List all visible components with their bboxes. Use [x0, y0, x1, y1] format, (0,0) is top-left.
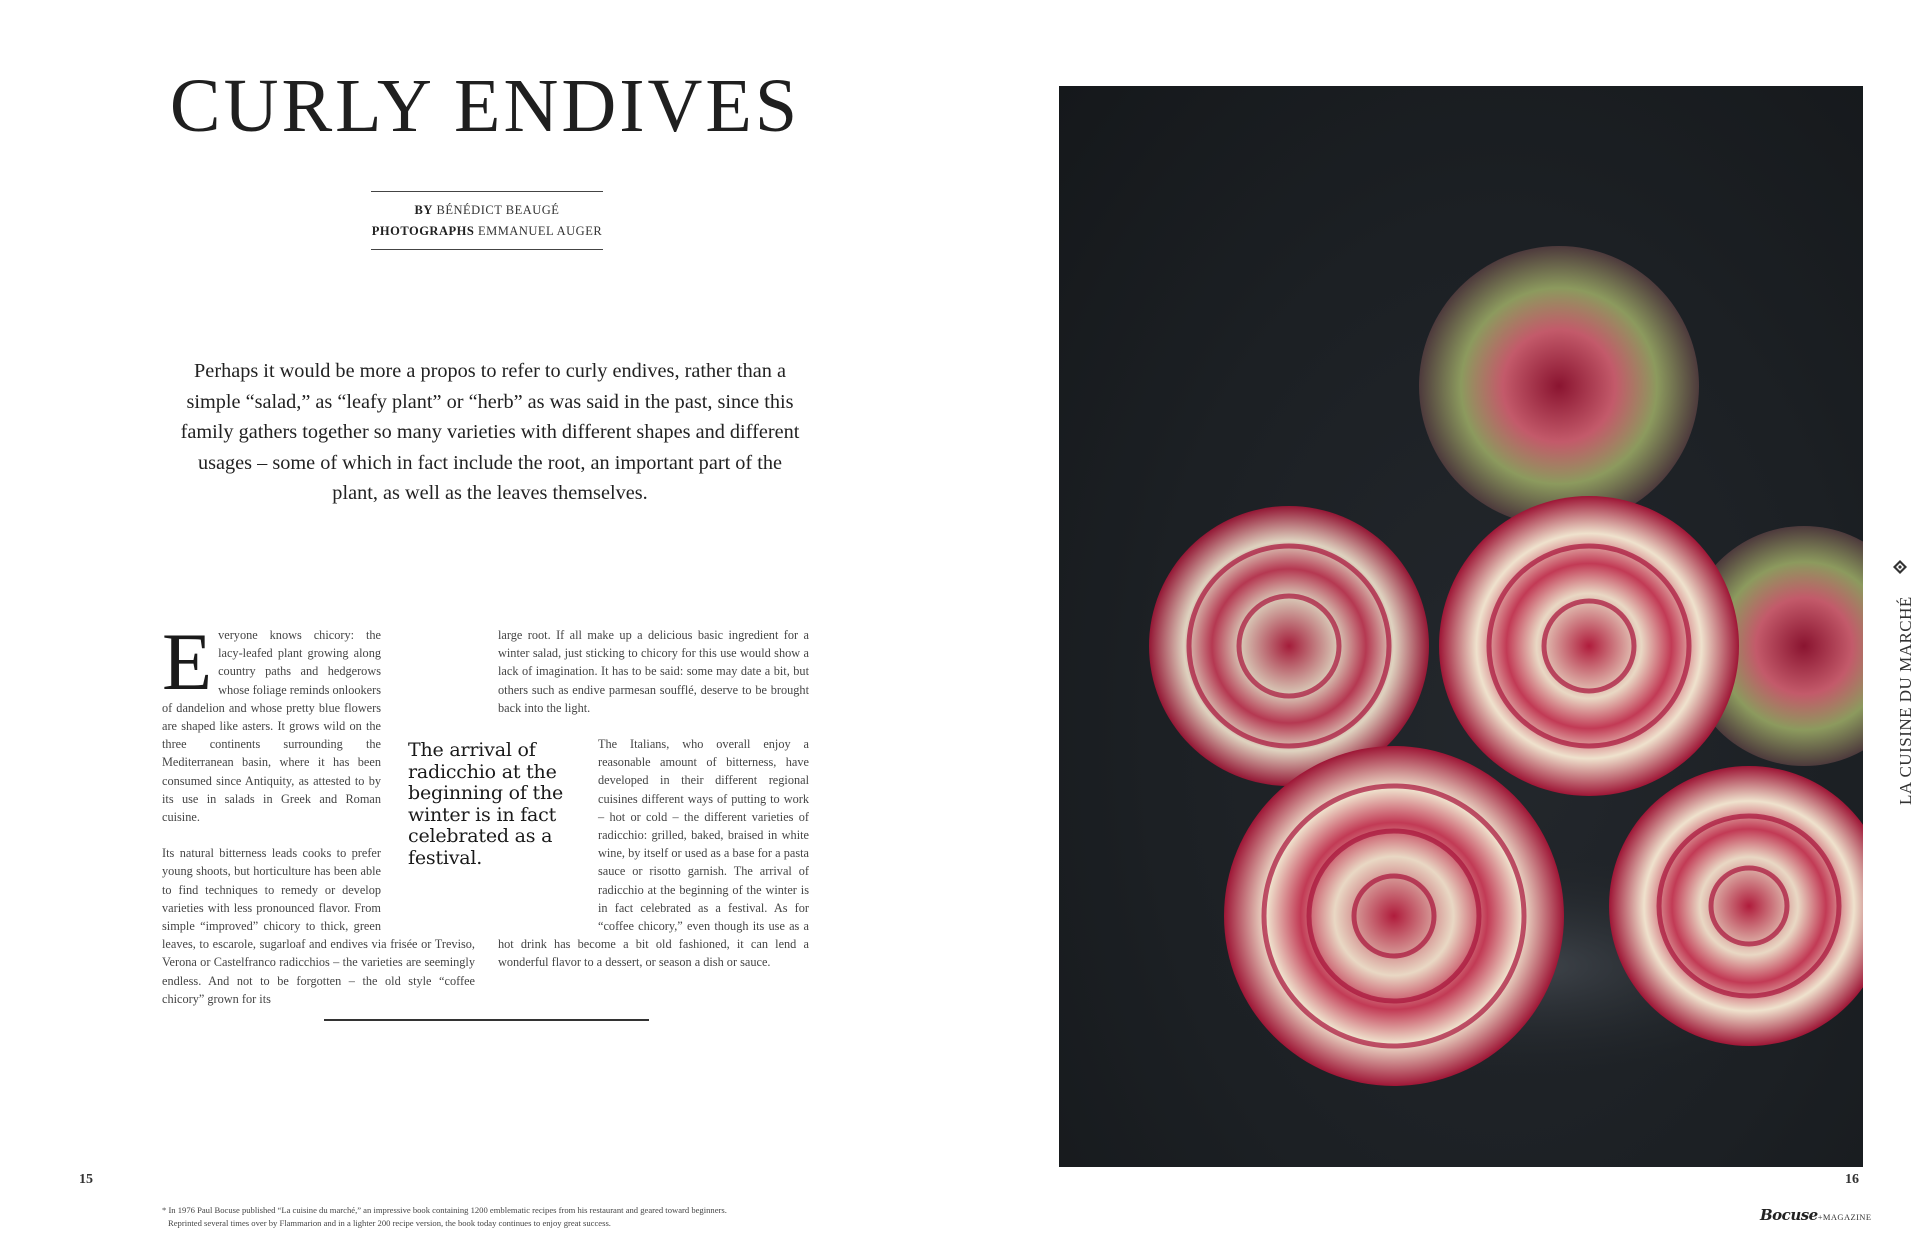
- divider-rule: [324, 1019, 649, 1021]
- byline-photographer-line: [371, 221, 603, 242]
- radicchio-illustration: [1059, 86, 1863, 1167]
- byline: [371, 191, 603, 250]
- footnote-line: * In 1976 Paul Bocuse published “La cuisine du marché,” an impressive book containing 1200 emblematic recipes from his restaurant and geared toward beginners.: [162, 1205, 727, 1215]
- radicchio-photo: [1059, 86, 1863, 1167]
- byline-author: BÉNÉDICT BEAUGÉ: [436, 203, 560, 217]
- intro-paragraph: Perhaps it would be more a propos to refer to curly endives, rather than a simple “salad,” as “leafy plant” or “herb” as was said in the past, since this family gathers together so many varieties with different shapes and different usages – some of which in fact include the root, an important part of the plant, as well as the leaves themselves.: [180, 360, 800, 504]
- brand-script: Bocuse: [1760, 1206, 1818, 1224]
- ornament-icon: [1893, 560, 1907, 574]
- byline-photos-label: PHOTOGRAPHS: [371, 224, 475, 238]
- page-number-left: 15: [79, 1172, 93, 1187]
- footnote-line: Reprinted several times over by Flammarion and in a lighter 200 recipe version, the book today continues to enjoy great success.: [168, 1218, 611, 1228]
- footnote: [162, 1204, 822, 1230]
- body-text: The Italians, who overall enjoy a reasonable amount of bitterness, have developed in their different regional cuisines different ways of putting to work – hot or cold – the different varieties of radicchio: grilled, baked, braised in white wine, by itself or used as a base for a pasta sauce or risotto garnish. The arrival of radicchio at the beginning of the winter is in fact celebrated as a festival. As for “coffee chicory,” even though its use as a hot drink has become a bit old fashioned, it can lend a wonderful flavor to a dessert, or season a dish or sauce.: [498, 737, 809, 970]
- byline-by-label: BY: [414, 203, 433, 217]
- brand-suffix: +MAGAZINE: [1817, 1212, 1872, 1222]
- radicchio-head: [1224, 746, 1564, 1086]
- byline-author-line: [371, 200, 603, 221]
- radicchio-head: [1419, 246, 1699, 526]
- paragraph-gap: [498, 717, 809, 735]
- section-label: LA CUISINE DU MARCHÉ: [1896, 596, 1915, 805]
- article-title: CURLY ENDIVES: [169, 64, 801, 148]
- byline-photographer: EMMANUEL AUGER: [477, 224, 603, 238]
- pull-quote: The arrival of radicchio at the beginning of the winter is in fact celebrated as a festival.: [408, 739, 564, 869]
- body-paragraph: Its natural bitterness leads cooks to prefer young shoots, but horticulture has been able to find techniques to remedy or develop varieties with less pronounced flavor. From simple “improved” chicory to thick, green leaves, to escarole, sugarloaf and endives via frisée or Treviso, Verona or Castelfranco radicchios – the varieties are seemingly endless. And not to be forgotten – the old style “coffee chicory” grown for its: [162, 846, 475, 1006]
- magazine-logo: [1760, 1206, 1871, 1224]
- page-number-right: 16: [1845, 1172, 1859, 1187]
- body-text: veryone knows chicory: the lacy-leafed plant growing along country paths and hedgerows whose foliage reminds onlookers of dandelion and whose pretty blue flowers are shaped like asters. It grows wild on the three continents surrounding the Mediterranean basin, where it has been consumed since Antiquity, as attested to by its use in salads in Greek and Roman cuisine.: [162, 628, 381, 825]
- radicchio-head: [1439, 496, 1739, 796]
- drop-cap: E: [162, 616, 213, 707]
- body-paragraph: large root. If all make up a delicious basic ingredient for a winter salad, just sticking to chicory for this use would show a lack of imagination. It has to be said: some may date a bit, but others such as endive parmesan soufflé, deserve to be brought back into the light.: [498, 628, 809, 715]
